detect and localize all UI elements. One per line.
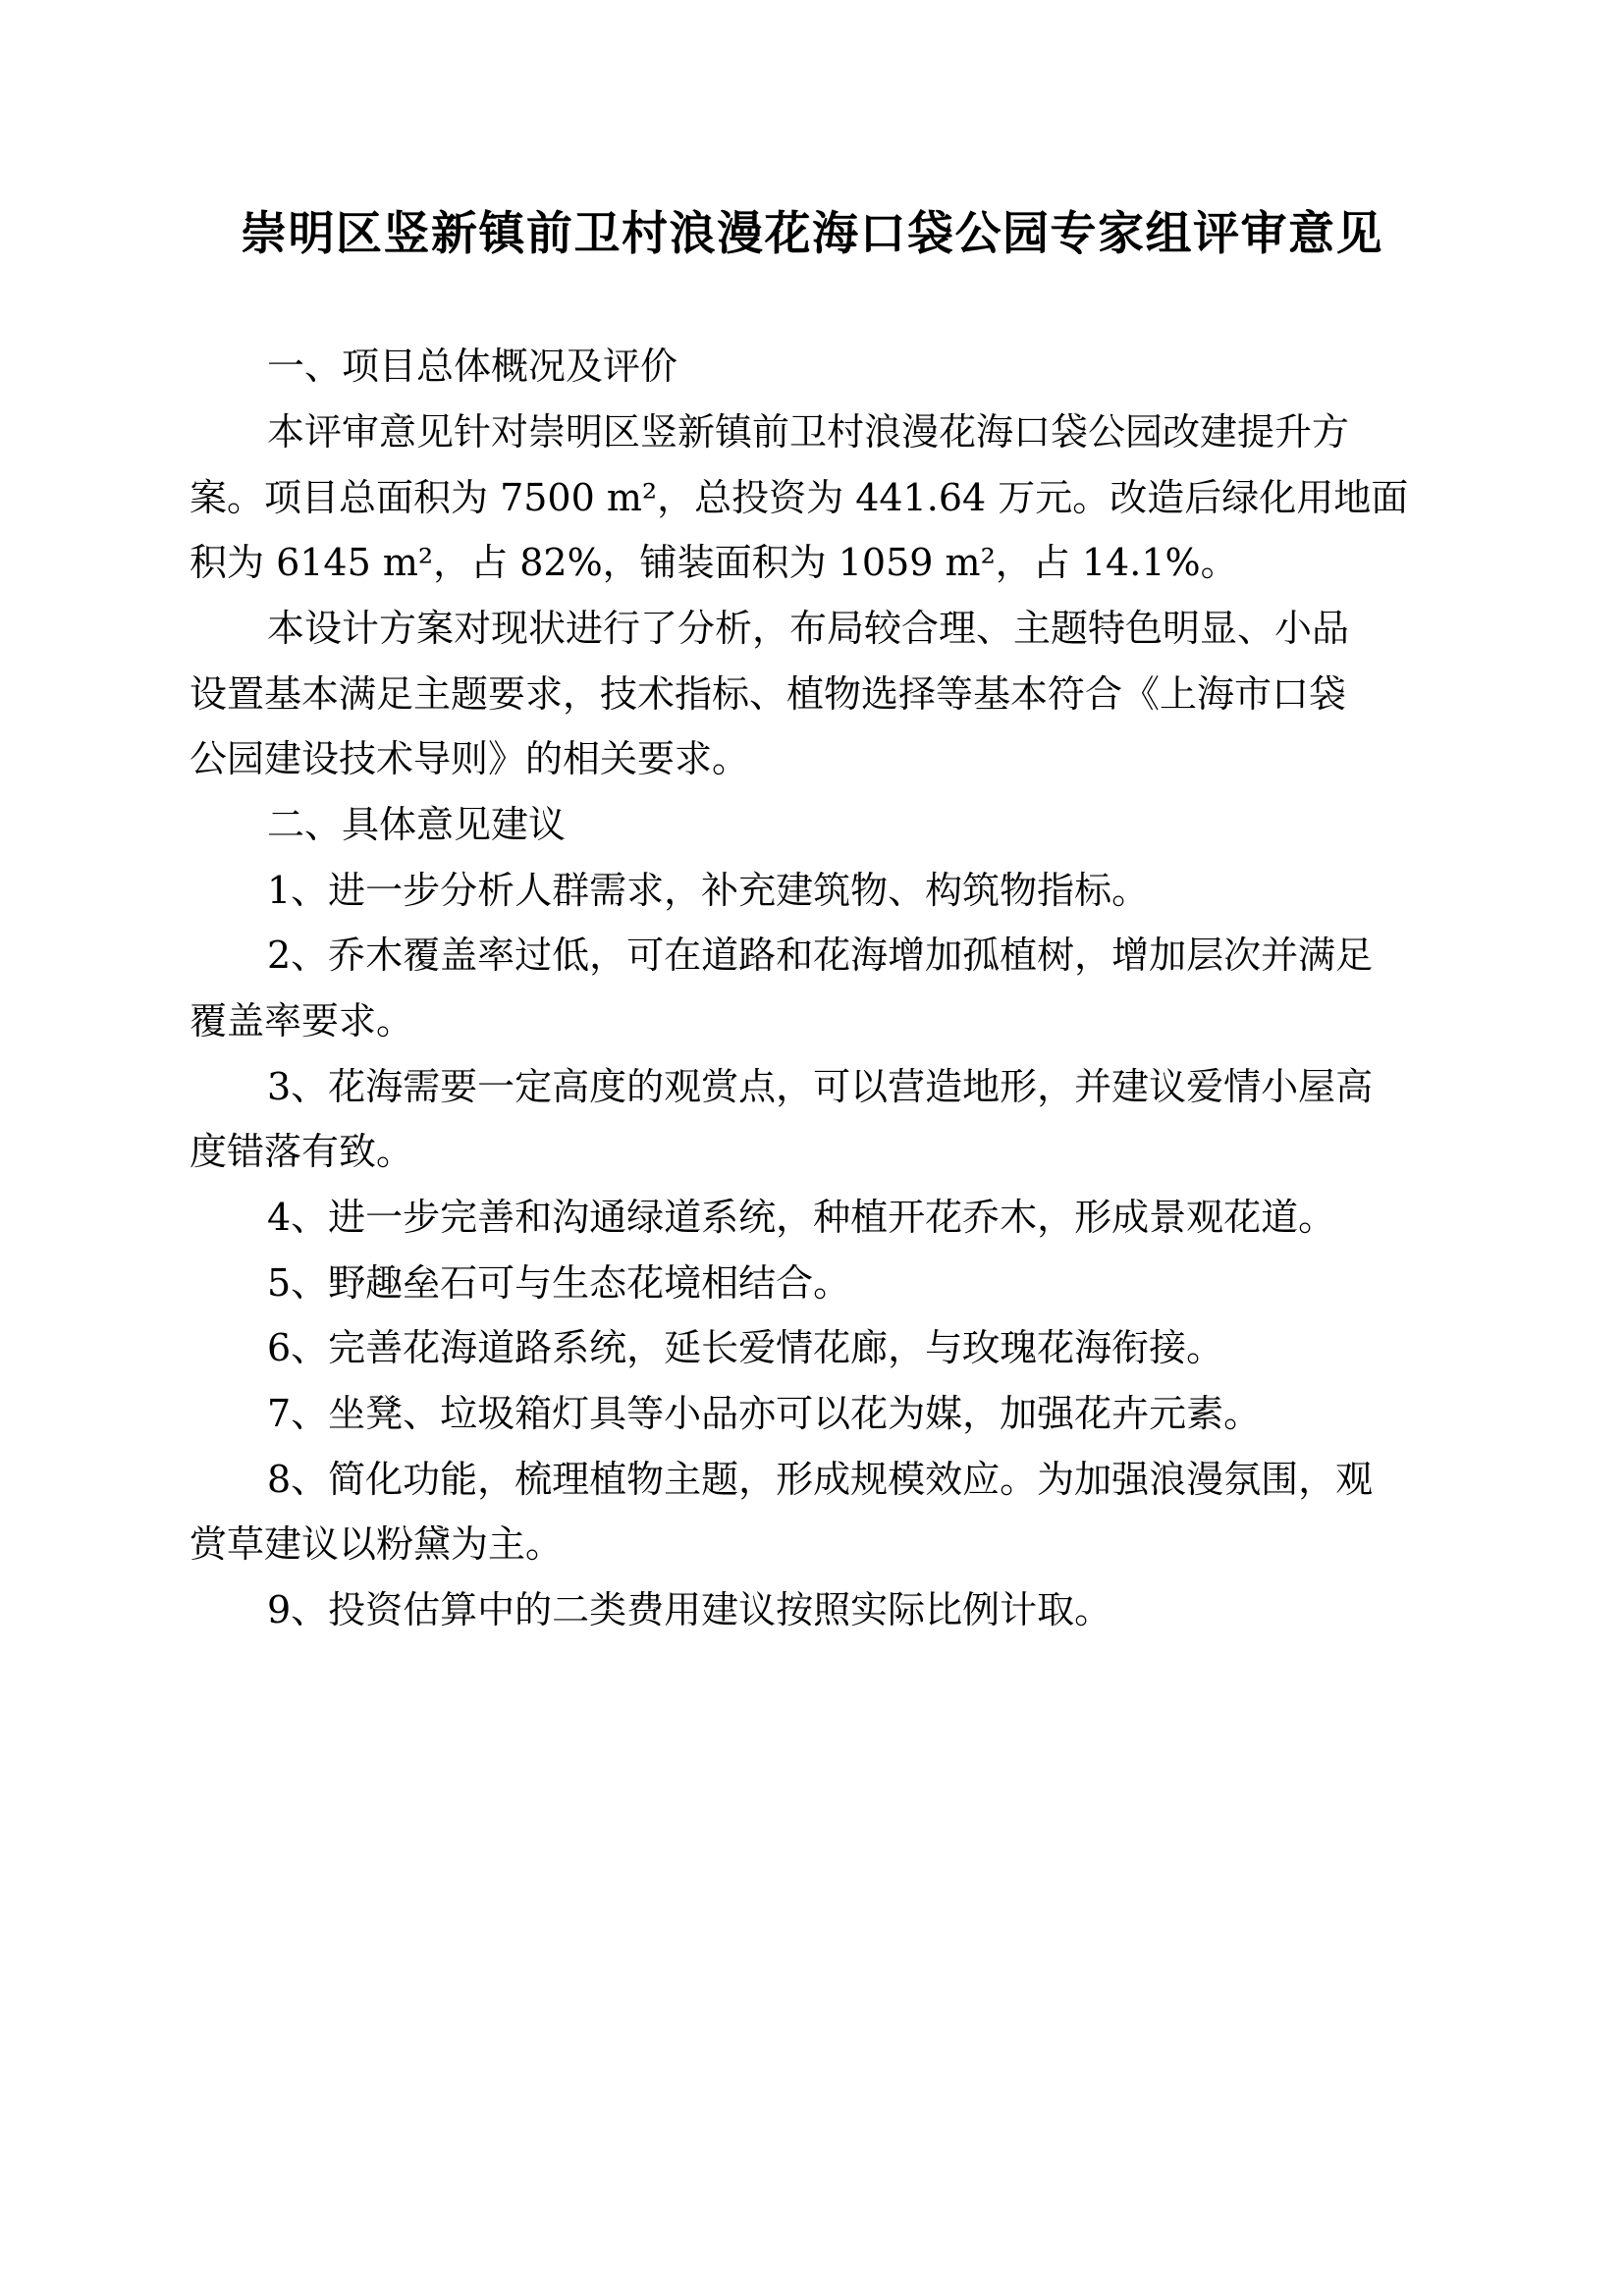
suggestion-item-1: 1、进一步分析人群需求，补充建筑物、构筑物指标。 [267,869,1150,912]
paragraph-line: 案。项目总面积为 7500 m²，总投资为 441.64 万元。改造后绿化用地面 [189,476,1409,519]
document-title: 崇明区竖新镇前卫村浪漫花海口袋公园专家组评审意见 [241,207,1383,261]
suggestion-item-2: 2、乔木覆盖率过低，可在道路和花海增加孤植树，增加层次并满足 [267,934,1374,977]
suggestion-item-9: 9、投资估算中的二类费用建议按照实际比例计取。 [267,1588,1112,1631]
suggestion-item-3: 3、花海需要一定高度的观赏点，可以营造地形，并建议爱情小屋高 [267,1065,1374,1108]
suggestion-item-5: 5、野趣垒石可与生态花境相结合。 [267,1261,851,1305]
suggestion-item-8-continued: 赏草建议以粉黛为主。 [189,1522,564,1566]
paragraph-line: 本评审意见针对崇明区竖新镇前卫村浪漫花海口袋公园改建提升方 [267,410,1350,454]
suggestion-item-3-continued: 度错落有致。 [189,1130,414,1173]
suggestion-item-7: 7、坐凳、垃圾箱灯具等小品亦可以花为媒，加强花卉元素。 [267,1392,1262,1435]
suggestion-item-4: 4、进一步完善和沟通绿道系统，种植开花乔木，形成景观花道。 [267,1196,1336,1239]
suggestion-item-8: 8、简化功能，梳理植物主题，形成规模效应。为加强浪漫氛围，观 [267,1458,1374,1501]
suggestion-item-2-continued: 覆盖率要求。 [189,999,414,1042]
paragraph-line: 积为 6145 m²，占 82%，铺装面积为 1059 m²，占 14.1%。 [189,541,1238,584]
suggestion-item-6: 6、完善花海道路系统，延长爱情花廊，与玫瑰花海衔接。 [267,1326,1224,1369]
section-heading-suggestions: 二、具体意见建议 [267,803,567,846]
paragraph-line: 公园建设技术导则》的相关要求。 [189,737,750,780]
paragraph-line: 设置基本满足主题要求，技术指标、植物选择等基本符合《上海市口袋 [189,672,1347,716]
section-heading-overview: 一、项目总体概况及评价 [267,345,678,388]
paragraph-line: 本设计方案对现状进行了分析，布局较合理、主题特色明显、小品 [267,607,1350,650]
